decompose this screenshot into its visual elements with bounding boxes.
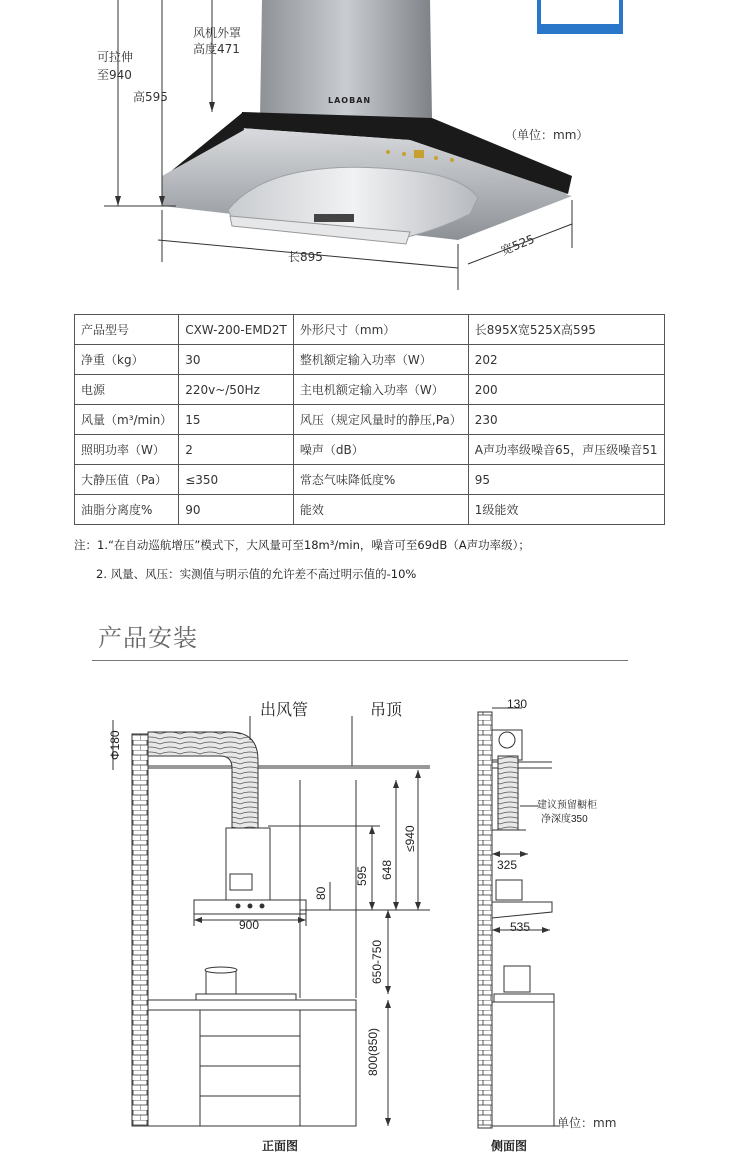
hood-pull-value: 至940 <box>97 68 132 82</box>
hood-unit-label: （单位：mm） <box>505 128 589 142</box>
spec-value-cell: 220v~/50Hz <box>179 375 294 405</box>
spec-value-cell: A声功率级噪音65，声压级噪音51 <box>468 435 664 465</box>
cabinet-note-2: 净深度350 <box>541 814 588 825</box>
spec-label-cell: 外形尺寸（mm） <box>293 315 468 345</box>
spec-label-cell: 油脂分离度% <box>75 495 179 525</box>
spec-value-cell: CXW-200-EMD2T <box>179 315 294 345</box>
side-view-caption: 侧面图 <box>491 1139 528 1153</box>
spec-row <box>75 345 665 375</box>
spec-label-cell: 主电机额定输入功率（W） <box>293 375 468 405</box>
spec-label-cell: 电源 <box>75 375 179 405</box>
spec-value-cell: 1级能效 <box>468 495 664 525</box>
dim-535: 535 <box>510 920 531 934</box>
spec-label-cell: 整机额定输入功率（W） <box>293 345 468 375</box>
spec-value-cell: 230 <box>468 405 664 435</box>
spec-label-cell: 噪声（dB） <box>293 435 468 465</box>
fan-cover-height: 高度471 <box>193 42 240 56</box>
duct-label: 出风管 <box>260 702 309 719</box>
range-hood-illustration <box>0 0 750 300</box>
spec-value-cell: ≤350 <box>179 465 294 495</box>
fan-cover-label: 风机外罩 <box>193 26 242 40</box>
front-view-caption: 正面图 <box>262 1139 299 1153</box>
spec-row <box>75 315 665 345</box>
hood-length-label: 长895 <box>288 250 323 264</box>
spec-value-cell: 15 <box>179 405 294 435</box>
note-2: 2. 风量、风压：实测值与明示值的允许差不高过明示值的-10% <box>96 567 417 581</box>
spec-label-cell: 能效 <box>293 495 468 525</box>
section-divider <box>92 660 628 661</box>
install-unit-label: 单位：mm <box>557 1116 617 1130</box>
hood-pull-label: 可拉伸 <box>97 50 134 64</box>
hood-height-label: 高595 <box>133 90 168 104</box>
dim-900: 900 <box>239 918 260 932</box>
spec-label-cell: 风量（m³/min） <box>75 405 179 435</box>
spec-label-cell: 照明功率（W） <box>75 435 179 465</box>
spec-label-cell: 常态气味降低度% <box>293 465 468 495</box>
dim-595: 595 <box>355 865 369 886</box>
hood-logo: LAOBAN <box>328 96 372 105</box>
spec-value-cell: 30 <box>179 345 294 375</box>
spec-value-cell: 202 <box>468 345 664 375</box>
spec-row <box>75 465 665 495</box>
section-title: 产品安装 <box>98 624 198 652</box>
dim-80: 80 <box>314 886 328 900</box>
spec-label-cell: 风压（规定风量时的静压,Pa） <box>293 405 468 435</box>
spec-value-cell: 2 <box>179 435 294 465</box>
phi-180-dim: Φ180 <box>108 730 122 760</box>
spec-value-cell: 200 <box>468 375 664 405</box>
dim-650-750: 650-750 <box>370 939 384 984</box>
spec-label-cell: 净重（kg） <box>75 345 179 375</box>
dim-940: ≤940 <box>403 825 417 852</box>
spec-row <box>75 375 665 405</box>
spec-value-cell: 长895X宽525X高595 <box>468 315 664 345</box>
cabinet-note-1: 建议预留橱柜 <box>537 800 597 811</box>
spec-value-cell: 95 <box>468 465 664 495</box>
note-1: 注：1.“在自动巡航增压”模式下，大风量可至18m³/min，噪音可至69dB（A声功率级）； <box>74 538 530 552</box>
spec-value-cell: 90 <box>179 495 294 525</box>
spec-row <box>75 405 665 435</box>
spec-table <box>74 314 665 525</box>
dim-130: 130 <box>507 697 528 711</box>
dim-325: 325 <box>497 858 518 872</box>
spec-row <box>75 495 665 525</box>
spec-row <box>75 435 665 465</box>
spec-label-cell: 大静压值（Pa） <box>75 465 179 495</box>
hood-width-label: 宽525 <box>498 231 537 258</box>
ceiling-label: 吊顶 <box>370 702 403 719</box>
spec-label-cell: 产品型号 <box>75 315 179 345</box>
dim-648: 648 <box>380 859 394 880</box>
dim-800-850: 800(850) <box>366 1027 380 1076</box>
